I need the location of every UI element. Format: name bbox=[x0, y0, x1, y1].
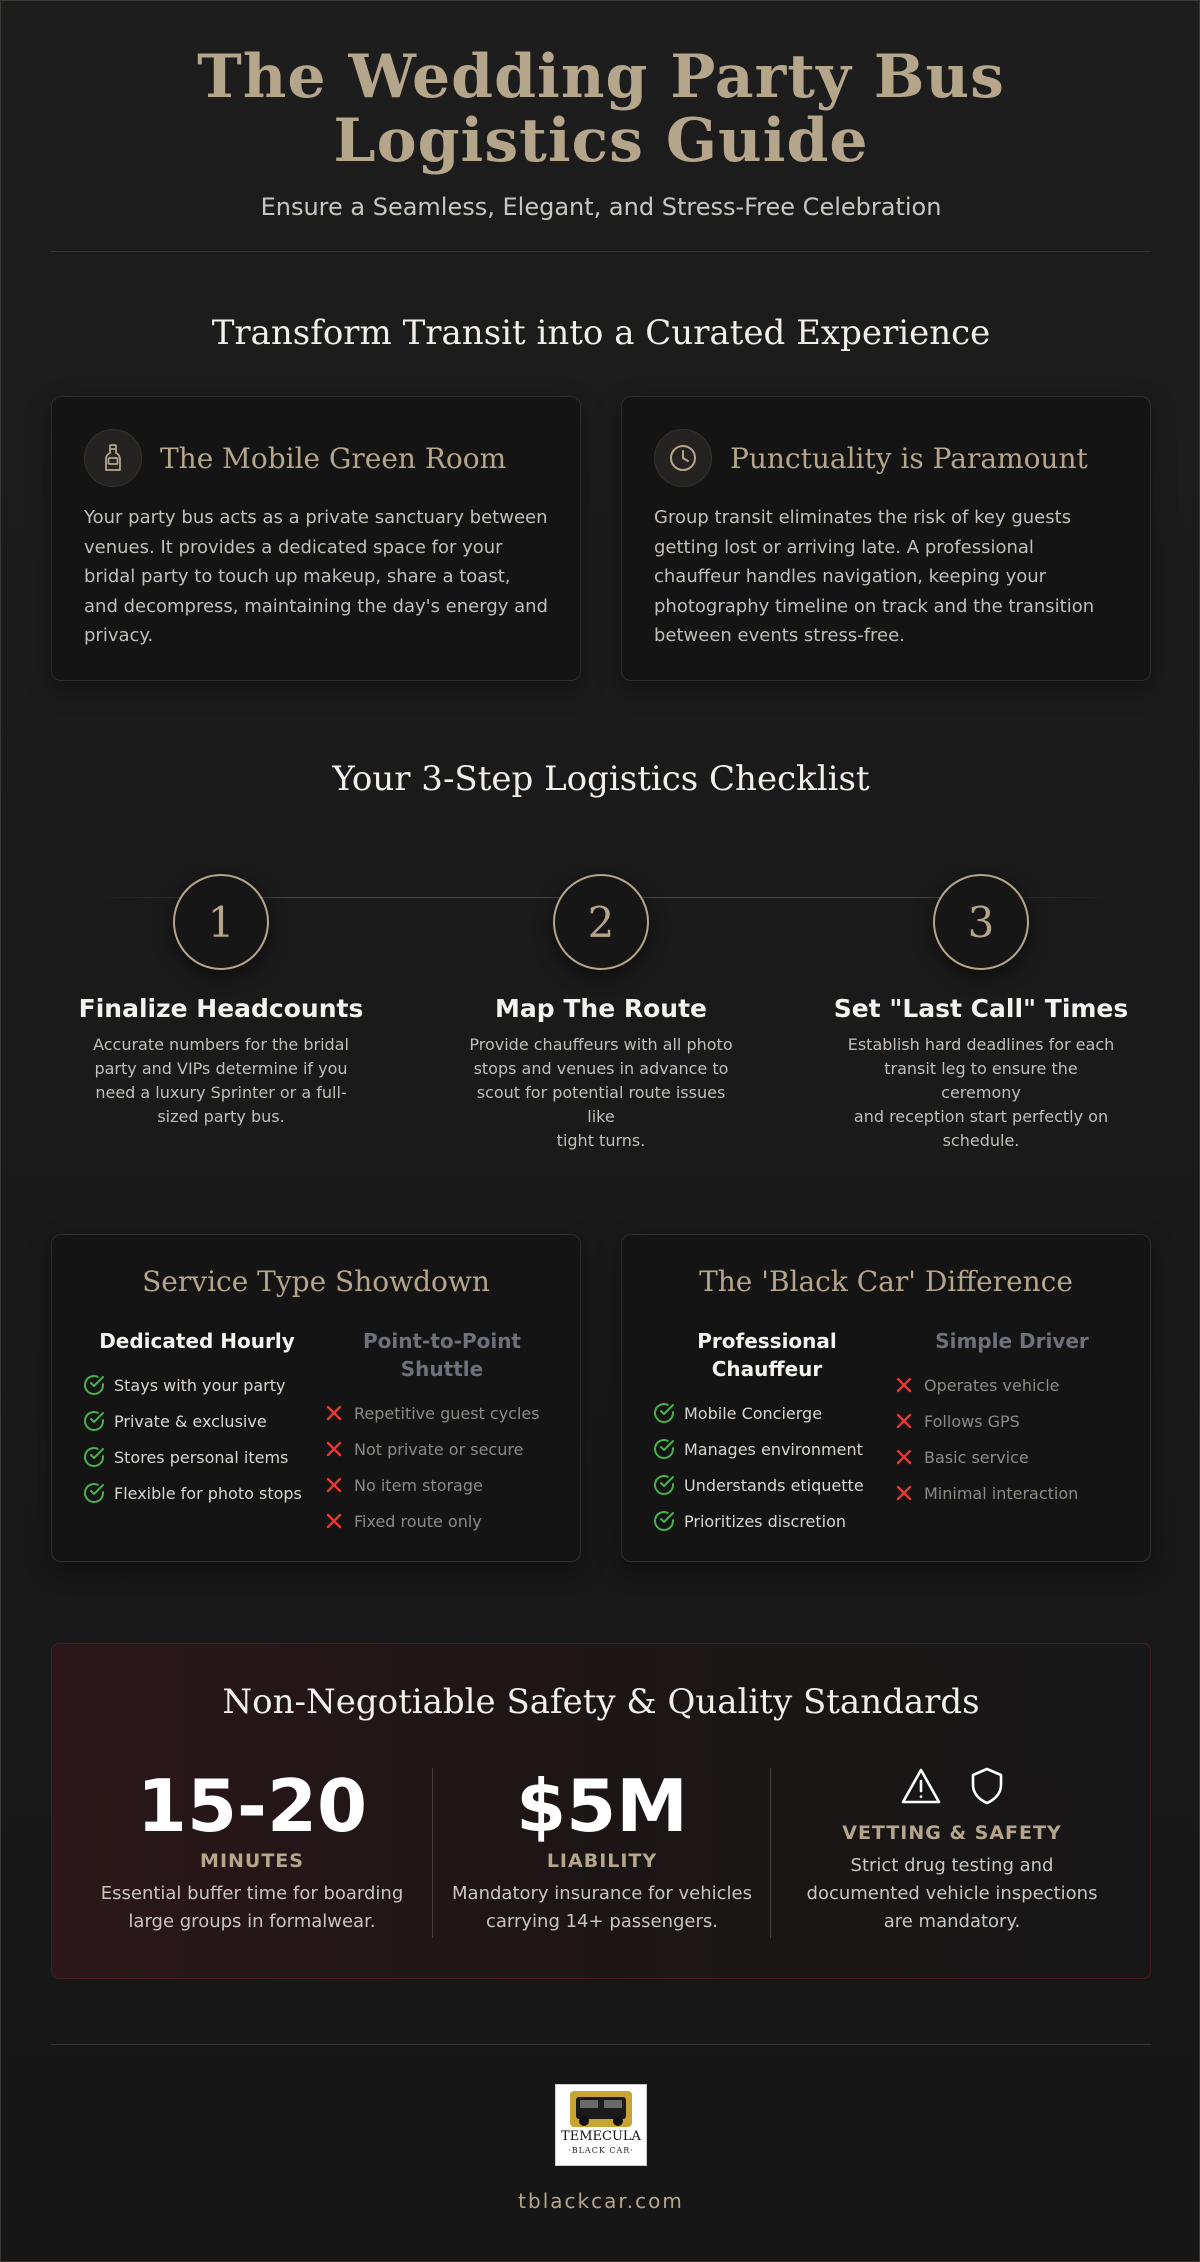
list-item bbox=[652, 1503, 882, 1539]
heading-line: Shuttle bbox=[400, 1357, 484, 1381]
item-label: Manages environment bbox=[684, 1439, 863, 1459]
list-item bbox=[652, 1431, 882, 1467]
header-divider bbox=[51, 251, 1151, 252]
list-item bbox=[652, 1395, 882, 1431]
step-3 bbox=[831, 874, 1131, 1153]
step-line: and reception start perfectly on bbox=[853, 1107, 1109, 1126]
card-line: getting lost or arriving late. A professional bbox=[654, 536, 1034, 558]
list-item bbox=[892, 1475, 1132, 1511]
simple-driver-column bbox=[892, 1327, 1132, 1511]
title-line-1: The Wedding Party Bus bbox=[197, 42, 1005, 112]
warning-icon bbox=[900, 1766, 942, 1806]
cons-list bbox=[892, 1367, 1132, 1511]
punctuality-card bbox=[621, 396, 1151, 681]
step-1 bbox=[71, 874, 371, 1129]
list-item bbox=[82, 1403, 312, 1439]
list-item bbox=[892, 1367, 1132, 1403]
step-line: stops and venues in advance to bbox=[473, 1059, 729, 1078]
step-line: Accurate numbers for the bridal bbox=[93, 1035, 349, 1054]
check-circle-icon bbox=[652, 1473, 676, 1497]
logo-text: TEMECULA bbox=[561, 2129, 641, 2144]
check-circle-icon bbox=[82, 1445, 106, 1469]
card-title: Punctuality is Paramount bbox=[730, 441, 1088, 475]
list-item bbox=[322, 1395, 562, 1431]
heading-line: Simple Driver bbox=[935, 1329, 1089, 1353]
x-mark-icon bbox=[892, 1373, 916, 1397]
professional-chauffeur-column bbox=[652, 1327, 882, 1539]
x-mark-icon bbox=[892, 1481, 916, 1505]
list-item bbox=[322, 1503, 562, 1539]
cons-list bbox=[322, 1395, 562, 1539]
step-line: Establish hard deadlines for each bbox=[847, 1035, 1115, 1054]
safety-title: Non-Negotiable Safety & Quality Standards bbox=[222, 1682, 980, 1722]
check-circle-icon bbox=[82, 1373, 106, 1397]
stat-line: documented vehicle inspections bbox=[806, 1883, 1098, 1904]
card-line: Group transit eliminates the risk of key guests bbox=[654, 507, 1072, 528]
dedicated-hourly-column bbox=[82, 1327, 312, 1511]
stat-line: Strict drug testing and bbox=[850, 1855, 1054, 1876]
item-label: No item storage bbox=[354, 1475, 483, 1495]
black-car-difference-card bbox=[621, 1234, 1151, 1562]
step-number-badge: 1 bbox=[173, 874, 269, 970]
stat-line: Essential buffer time for boarding bbox=[100, 1883, 404, 1904]
bottle-icon bbox=[84, 429, 142, 487]
step-line: sized party bus. bbox=[157, 1107, 285, 1126]
list-item bbox=[322, 1431, 562, 1467]
card-title: The 'Black Car' Difference bbox=[699, 1265, 1073, 1298]
item-label: Basic service bbox=[924, 1447, 1029, 1467]
step-title: Map The Route bbox=[495, 994, 707, 1023]
stat-value: 15-20 bbox=[136, 1764, 368, 1848]
item-label: Operates vehicle bbox=[924, 1375, 1060, 1395]
heading-line: Chauffeur bbox=[711, 1357, 823, 1381]
list-item bbox=[82, 1475, 312, 1511]
step-line: transit leg to ensure the ceremony bbox=[884, 1059, 1078, 1102]
buffer-time-stat bbox=[92, 1764, 412, 1936]
check-circle-icon bbox=[82, 1481, 106, 1505]
item-label: Minimal interaction bbox=[924, 1483, 1079, 1503]
card-body bbox=[84, 503, 554, 651]
card-line: bridal party to touch up makeup, share a toast, bbox=[84, 566, 511, 587]
page-subtitle: Ensure a Seamless, Elegant, and Stress-Free Celebration bbox=[260, 193, 942, 221]
stat-description bbox=[442, 1880, 762, 1936]
check-circle-icon bbox=[652, 1437, 676, 1461]
stat-line: are mandatory. bbox=[883, 1911, 1021, 1932]
card-line: Your party bus acts as a private sanctuary between bbox=[84, 507, 548, 528]
header bbox=[1, 42, 1200, 221]
list-item bbox=[892, 1403, 1132, 1439]
x-mark-icon bbox=[322, 1437, 346, 1461]
stat-description bbox=[92, 1880, 412, 1936]
card-line: between events stress-free. bbox=[654, 625, 905, 646]
step-line: schedule. bbox=[942, 1131, 1020, 1150]
liability-stat bbox=[442, 1764, 762, 1936]
service-showdown-card bbox=[51, 1234, 581, 1562]
title-line-2: Logistics Guide bbox=[333, 106, 869, 176]
heading-line: Dedicated Hourly bbox=[99, 1329, 295, 1353]
column-heading bbox=[892, 1327, 1132, 1355]
stat-line: large groups in formalwear. bbox=[128, 1911, 376, 1932]
card-line: photography timeline on track and the transition bbox=[654, 595, 1095, 617]
column-heading bbox=[322, 1327, 562, 1383]
step-2 bbox=[451, 874, 751, 1153]
checklist-section-title: Your 3-Step Logistics Checklist bbox=[332, 759, 870, 799]
heading-line: Point-to-Point bbox=[362, 1329, 521, 1353]
check-circle-icon bbox=[82, 1409, 106, 1433]
step-line: scout for potential route issues like bbox=[476, 1083, 726, 1126]
step-line: party and VIPs determine if you bbox=[94, 1059, 348, 1078]
list-item bbox=[322, 1467, 562, 1503]
item-label: Stays with your party bbox=[114, 1375, 286, 1395]
shield-icon bbox=[970, 1766, 1004, 1806]
column-heading bbox=[82, 1327, 312, 1355]
footer-divider bbox=[51, 2044, 1151, 2045]
vetting-safety-stat bbox=[782, 1764, 1122, 1936]
stat-description bbox=[782, 1852, 1122, 1936]
page-title bbox=[1, 42, 1200, 176]
item-label: Prioritizes discretion bbox=[684, 1511, 847, 1531]
x-mark-icon bbox=[892, 1409, 916, 1433]
stat-divider bbox=[770, 1768, 771, 1938]
green-room-card bbox=[51, 396, 581, 681]
item-label: Private & exclusive bbox=[114, 1411, 267, 1431]
stat-label: VETTING & SAFETY bbox=[842, 1822, 1062, 1844]
x-mark-icon bbox=[322, 1401, 346, 1425]
list-item bbox=[82, 1439, 312, 1475]
intro-section-title: Transform Transit into a Curated Experience bbox=[211, 313, 991, 353]
check-circle-icon bbox=[652, 1509, 676, 1533]
step-description bbox=[846, 1033, 1116, 1153]
item-label: Mobile Concierge bbox=[684, 1403, 823, 1423]
pros-list bbox=[652, 1395, 882, 1539]
item-label: Flexible for photo stops bbox=[114, 1483, 302, 1503]
heading-line: Professional bbox=[697, 1329, 837, 1353]
step-description bbox=[86, 1033, 356, 1129]
step-line: need a luxury Sprinter or a full- bbox=[95, 1083, 347, 1102]
card-line: and decompress, maintaining the day's energy and bbox=[84, 595, 548, 617]
step-description bbox=[466, 1033, 736, 1153]
step-line: tight turns. bbox=[556, 1131, 646, 1150]
stat-divider bbox=[432, 1768, 433, 1938]
card-line: venues. It provides a dedicated space for your bbox=[84, 536, 503, 558]
website-link[interactable]: tblackcar.com bbox=[518, 2189, 684, 2213]
list-item bbox=[652, 1467, 882, 1503]
item-label: Understands etiquette bbox=[684, 1475, 864, 1495]
logo-subtext: ·BLACK CAR· bbox=[568, 2146, 634, 2155]
card-line: chauffeur handles navigation, keeping your bbox=[654, 566, 1047, 587]
card-body bbox=[654, 503, 1124, 651]
item-label: Fixed route only bbox=[354, 1511, 482, 1531]
step-line: Provide chauffeurs with all photo bbox=[469, 1035, 733, 1054]
list-item bbox=[82, 1367, 312, 1403]
stat-line: carrying 14+ passengers. bbox=[485, 1911, 719, 1932]
card-title: Service Type Showdown bbox=[142, 1265, 490, 1298]
step-title: Finalize Headcounts bbox=[78, 994, 364, 1023]
column-heading bbox=[652, 1327, 882, 1383]
safety-standards-panel bbox=[51, 1643, 1151, 1979]
step-number-badge: 3 bbox=[933, 874, 1029, 970]
x-mark-icon bbox=[322, 1473, 346, 1497]
stat-line: Mandatory insurance for vehicles bbox=[452, 1883, 752, 1904]
safety-icons bbox=[782, 1758, 1122, 1814]
stat-label: LIABILITY bbox=[546, 1850, 658, 1872]
clock-icon bbox=[654, 429, 712, 487]
x-mark-icon bbox=[322, 1509, 346, 1533]
step-title: Set "Last Call" Times bbox=[833, 994, 1129, 1023]
item-label: Not private or secure bbox=[354, 1439, 524, 1459]
check-circle-icon bbox=[652, 1401, 676, 1425]
item-label: Stores personal items bbox=[114, 1447, 289, 1467]
step-number-badge: 2 bbox=[553, 874, 649, 970]
pros-list bbox=[82, 1367, 312, 1511]
x-mark-icon bbox=[892, 1445, 916, 1469]
temecula-black-car-logo bbox=[555, 2084, 647, 2166]
stat-value: $5M bbox=[516, 1764, 688, 1848]
stat-label: MINUTES bbox=[200, 1850, 304, 1872]
card-title: The Mobile Green Room bbox=[160, 441, 507, 475]
item-label: Repetitive guest cycles bbox=[354, 1403, 540, 1423]
card-line: privacy. bbox=[84, 625, 154, 646]
list-item bbox=[892, 1439, 1132, 1475]
item-label: Follows GPS bbox=[924, 1411, 1020, 1431]
point-to-point-column bbox=[322, 1327, 562, 1539]
